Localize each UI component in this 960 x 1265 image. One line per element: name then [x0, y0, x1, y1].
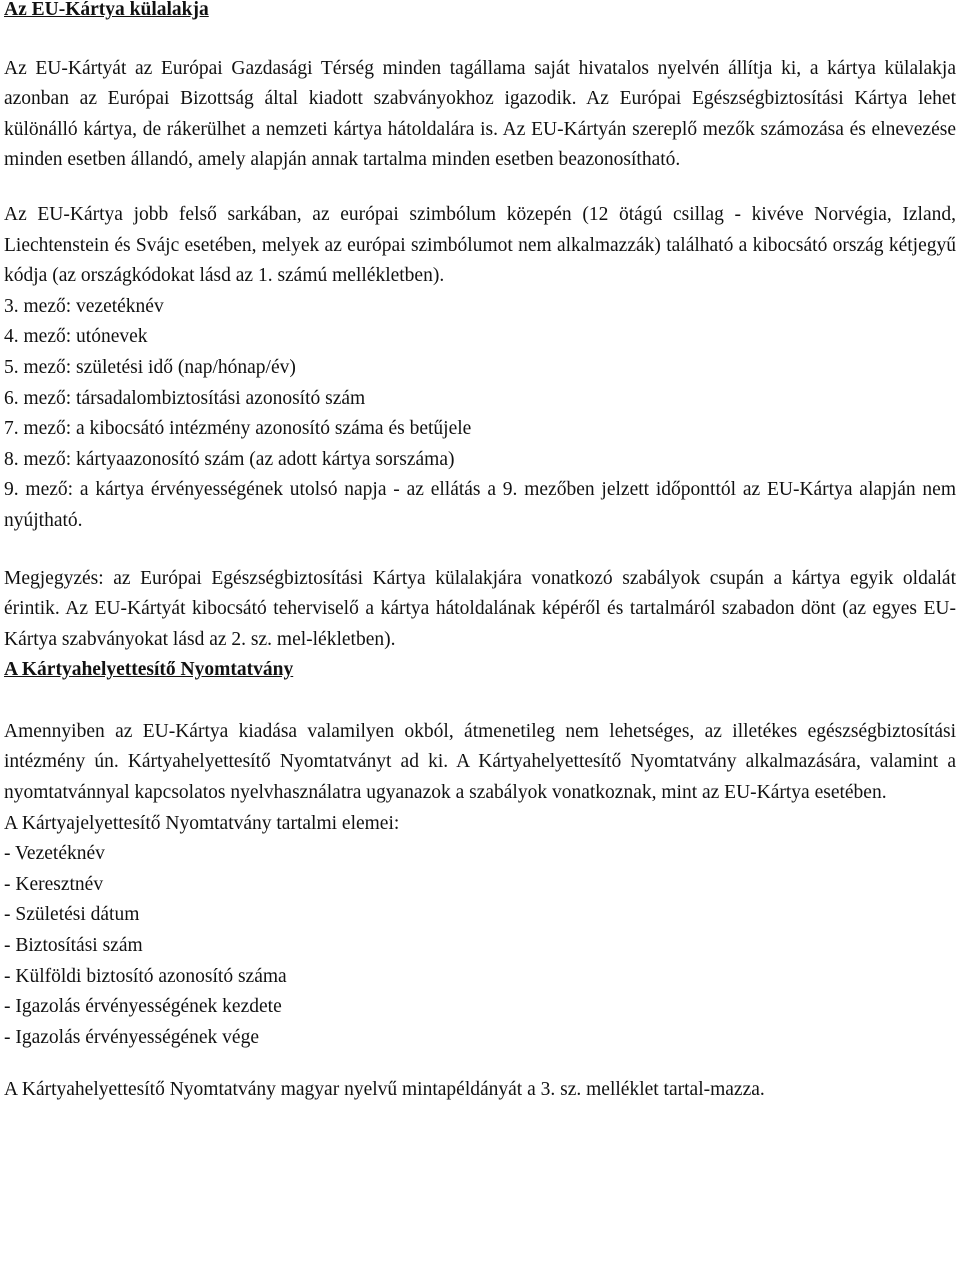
- replacement-list-intro: A Kártyajelyettesítő Nyomtatvány tartalmi elemei:: [4, 812, 400, 834]
- card-field-item: 3. mező: vezetéknév: [4, 295, 164, 317]
- card-field-9: 9. mező: a kártya érvényességének utolsó napja - az ellátás a 9. mezőben jelzett időponttól az EU-Kártya alapján nem nyújtható.: [4, 479, 956, 531]
- paragraph-closing: A Kártyahelyettesítő Nyomtatvány magyar nyelvű mintapéldányát a 3. sz. melléklet tartal-mazza.: [4, 1079, 765, 1101]
- replacement-list-item: - Biztosítási szám: [4, 935, 143, 957]
- card-field-item: 7. mező: a kibocsátó intézmény azonosító száma és betűjele: [4, 418, 472, 440]
- replacement-list-item: - Születési dátum: [4, 904, 140, 926]
- paragraph-replacement-intro: Amennyiben az EU-Kártya kiadása valamilyen okból, átmenetileg nem lehetséges, az illetékes egészségbiztosítási intézmény ún. Kártyahelyettesítő Nyomtatványt ad ki. A Kártyahelyettesítő Nyomtatvány alkalmazására, valamint a nyomtatvánnyal kapcsolatos nyelvhasználatra ugyanazok a szabályok vonatkoznak, mint az EU-Kártya esetében.: [4, 720, 956, 804]
- paragraph-card-country-code: Az EU-Kártya jobb felső sarkában, az európai szimbólum közepén (12 ötágú csillag - kivéve Norvégia, Izland, Liechtenstein és Svájc esetében, melyek az európai szimbólumot nem alkalmazzák) található a kibocsátó ország kétjegyű kódja (az országkódokat lásd az 1. számú mellékletben).: [4, 203, 956, 287]
- paragraph-card-design-intro: Az EU-Kártyát az Európai Gazdasági Térség minden tagállama saját hivatalos nyelvén állítja ki, a kártya külalakja azonban az Európai Bizottság által kiadott szabványokhoz igazodik. Az Európai Egészségbiztosítási Kártya lehet különálló kártya, de rákerülhet a nemzeti kártya hátoldalára is. Az EU-Kártyán szereplő mezők számozása és elnevezése minden esetben állandó, amely alapján annak tartalma minden esetben beazonosítható.: [4, 57, 956, 171]
- card-field-list: [4, 292, 956, 476]
- section-title-replacement-form: A Kártyahelyettesítő Nyomtatvány: [4, 659, 294, 681]
- paragraph-note: Megjegyzés: az Európai Egészségbiztosítási Kártya külalakjára vonatkozó szabályok csupán a kártya egyik oldalát érintik. Az EU-Kártyát kibocsátó teherviselő a kártya hátoldalának képéről és tartalmáról szabadon dönt (az egyes EU-Kártya szabványokat lásd az 2. sz. mel-lékletben).: [4, 567, 956, 650]
- replacement-list-item: - Külföldi biztosító azonosító száma: [4, 965, 287, 987]
- card-field-item: 8. mező: kártyaazonosító szám (az adott kártya sorszáma): [4, 448, 455, 470]
- replacement-list-item: - Vezetéknév: [4, 843, 105, 865]
- replacement-content-list: [4, 839, 956, 1053]
- card-field-item: 6. mező: társadalombiztosítási azonosító szám: [4, 387, 366, 409]
- section-title-card-design: Az EU-Kártya külalakja: [4, 0, 209, 20]
- card-field-item: 5. mező: születési idő (nap/hónap/év): [4, 356, 296, 378]
- card-field-item: 4. mező: utónevek: [4, 326, 148, 348]
- replacement-list-item: - Igazolás érvényességének kezdete: [4, 996, 282, 1018]
- replacement-list-item: - Keresztnév: [4, 873, 104, 895]
- replacement-list-item: - Igazolás érvényességének vége: [4, 1026, 259, 1048]
